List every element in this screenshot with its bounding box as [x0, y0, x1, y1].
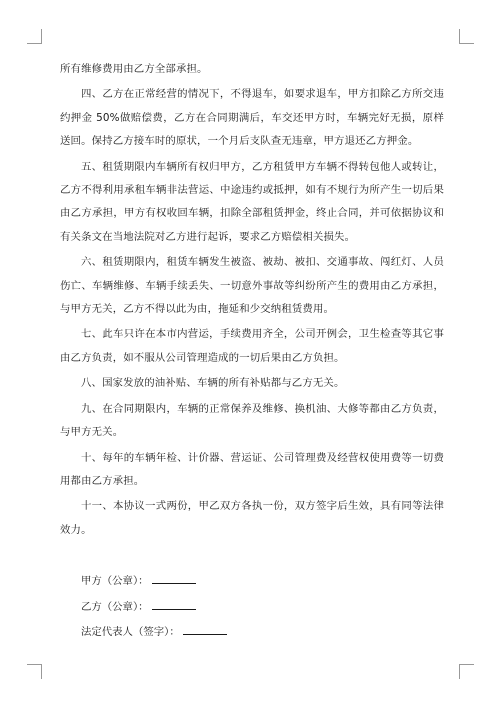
signature-legal-rep [81, 623, 381, 639]
paragraph-clause-10: 十、每年的车辆年检、计价器、营运证、公司管理费及经营权使用费等一切费用都由乙方承担。 [60, 451, 444, 487]
signature-party-a [81, 572, 381, 588]
paragraph-clause-4: 四、乙方在正常经营的情况下，不得退车，如要求退车，甲方扣除乙方所交违约押金 50%做赔偿费，乙方在合同期满后，车交还甲方时，车辆完好无损，原样送回。保持乙方接车时的原状，一个月后支队查无违章，甲方退还乙方押金。 [60, 88, 444, 148]
crop-mark-top-left [27, 29, 42, 44]
paragraph-clause-11: 十一、本协议一式两份，甲乙双方各执一份，双方签字后生效，具有同等法律效力。 [60, 500, 444, 536]
signature-blank-line [152, 572, 196, 584]
signature-blank-line [152, 598, 196, 610]
paragraph-clause-6: 六、租赁期限内，租赁车辆发生被盗、被劫、被扣、交通事故、闯红灯、人员伤亡、车辆维修、车辆手续丢失、一切意外事故等纠纷所产生的费用由乙方承担，与甲方无关，乙方不得以此为由，拖延和少交纳租赁费用。 [60, 256, 444, 316]
signature-blank-line [183, 623, 227, 635]
signature-label: 甲方（公章）： [81, 575, 149, 587]
paragraph-clause-9: 九、在合同期限内，车辆的正常保养及维修、换机油、大修等都由乙方负责，与甲方无关。 [60, 402, 444, 439]
paragraph-clause-7: 七、此车只许在本市内营运，手续费用齐全，公司开例会，卫生检查等其它事由乙方负责，如不服从公司管理造成的一切后果由乙方负担。 [60, 328, 444, 364]
signature-party-b [81, 598, 381, 614]
crop-mark-top-right [459, 29, 474, 44]
crop-mark-bottom-left [27, 664, 42, 679]
contract-body [60, 58, 444, 544]
paragraph-clause-8: 八、国家发放的油补贴、车辆的所有补贴都与乙方无关。 [81, 377, 345, 390]
crop-mark-bottom-right [459, 664, 474, 679]
paragraph-clause-5: 五、租赁期限内车辆所有权归甲方，乙方租赁甲方车辆不得转包他人或转让，乙方不得利用承租车辆非法营运、中途违约或抵押，如有不规行为所产生一切后果由乙方承担，甲方有权收回车辆，扣除全部租赁押金，终止合同，并可依据协议和有关条文在当地法院对乙方进行起诉，要求乙方赔偿相关损失。 [60, 160, 444, 243]
signature-label: 乙方（公章）： [81, 601, 149, 613]
signature-label: 法定代表人（签字）： [81, 626, 180, 638]
paragraph: 所有维修费用由乙方全部承担。 [60, 63, 208, 75]
